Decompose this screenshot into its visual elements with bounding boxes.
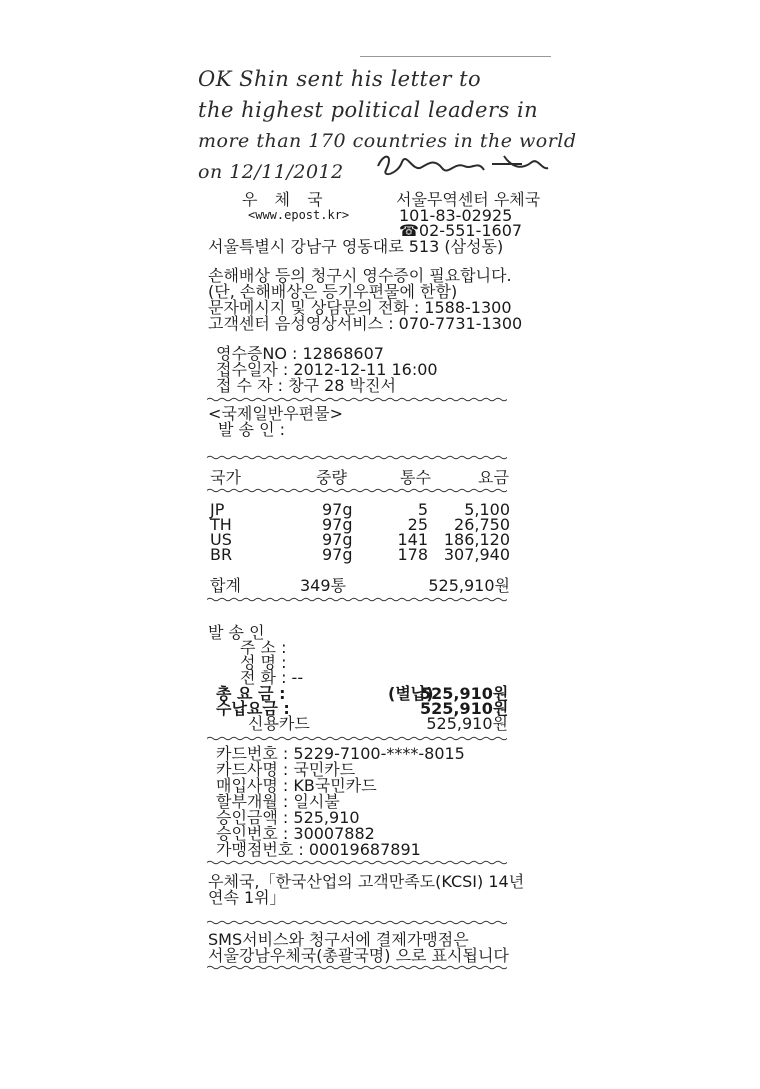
table-cell: 5 xyxy=(417,500,428,519)
card-number: 카드번호 : 5229-7100-****-8015 xyxy=(216,744,465,763)
footer-line: SMS서비스와 청구서에 결제가맹점은 xyxy=(208,930,469,949)
total-fee-label: 총 요 금 : xyxy=(216,684,286,703)
receipt-date: 접수일자 : 2012-12-11 16:00 xyxy=(216,360,438,379)
divider xyxy=(207,920,507,925)
table-cell: BR xyxy=(210,545,233,564)
merchant-number: 가맹점번호 : 00019687891 xyxy=(216,840,421,859)
table-cell: JP xyxy=(210,500,225,519)
registration-number: 101-83-02925 xyxy=(399,206,513,225)
post-office-label: 우 체 국 xyxy=(242,190,329,209)
table-cell: TH xyxy=(210,515,232,534)
table-cell: 97g xyxy=(322,515,353,534)
paid-label: 수납요금 : xyxy=(216,699,290,718)
total-count: 349통 xyxy=(300,576,346,595)
handwritten-line: OK Shin sent his letter to xyxy=(198,67,482,91)
top-rule xyxy=(360,56,551,57)
sender-address: 주 소 : xyxy=(240,638,287,657)
phone-number: ☎02-551-1607 xyxy=(399,221,523,240)
office-name: 서울무역센터 우체국 xyxy=(396,190,541,209)
card-label: 신용카드 xyxy=(248,714,310,733)
website: <www.epost.kr> xyxy=(248,208,350,222)
footer-line: 서울강남우체국(총괄국명) 으로 표시됩니다 xyxy=(208,946,509,965)
total-amount: 525,910원 xyxy=(428,576,510,595)
table-cell: 186,120 xyxy=(443,530,510,549)
table-cell: 97g xyxy=(322,530,353,549)
office-address: 서울특별시 강남구 영동대로 513 (삼성동) xyxy=(208,237,504,256)
table-header-count: 통수 xyxy=(400,468,431,487)
table-cell: US xyxy=(210,530,232,549)
table-cell: 5,100 xyxy=(464,500,510,519)
sender-name: 성 명 : xyxy=(240,653,287,672)
sender-phone: 전 화 : -- xyxy=(240,668,304,687)
table-cell: 141 xyxy=(397,530,428,549)
divider xyxy=(207,397,507,402)
handwritten-line: on 12/11/2012 xyxy=(198,161,344,183)
card-issuer: 카드사명 : 국민카드 xyxy=(216,760,356,779)
approved-amount: 승인금액 : 525,910 xyxy=(216,808,360,827)
approval-number: 승인번호 : 30007882 xyxy=(216,824,375,843)
paid-value: 525,910원 xyxy=(420,699,509,718)
receipt-clerk: 접 수 자 : 창구 28 박진서 xyxy=(216,376,396,395)
receipt-number: 영수증NO : 12868607 xyxy=(216,344,384,363)
table-cell: 307,940 xyxy=(443,545,510,564)
table-cell: 178 xyxy=(397,545,428,564)
total-label: 합계 xyxy=(210,576,241,595)
card-value: 525,910원 xyxy=(426,714,508,733)
table-cell: 25 xyxy=(407,515,428,534)
notice-line: 문자메시지 및 상담문의 전화 : 1588-1300 xyxy=(208,298,512,317)
total-fee-note: (별납) xyxy=(388,684,434,703)
divider xyxy=(207,455,507,460)
table-cell: 97g xyxy=(322,545,353,564)
divider xyxy=(207,488,507,493)
table-cell: 97g xyxy=(322,500,353,519)
footer-line: 우체국,「한국산업의 고객만족도(KCSI) 14년 xyxy=(208,872,525,891)
handwritten-line: more than 170 countries in the world xyxy=(198,130,577,152)
card-acquirer: 매입사명 : KB국민카드 xyxy=(216,776,377,795)
table-header-weight: 중량 xyxy=(316,468,347,487)
footer-line: 연속 1위」 xyxy=(208,888,286,907)
total-fee-value: 525,910원 xyxy=(420,684,509,703)
divider xyxy=(207,736,507,741)
notice-line: 손해배상 등의 청구시 영수증이 필요합니다. xyxy=(208,266,512,285)
divider xyxy=(207,860,507,865)
table-header-country: 국가 xyxy=(210,468,241,487)
table-header-fee: 요금 xyxy=(478,468,509,487)
divider xyxy=(207,597,507,602)
notice-line: 고객센터 음성영상서비스 : 070-7731-1300 xyxy=(208,314,523,333)
divider xyxy=(207,965,507,970)
notice-line: (단, 손해배상은 등기우편물에 한함) xyxy=(208,282,458,301)
card-installment: 할부개월 : 일시불 xyxy=(216,792,340,811)
handwritten-line: the highest political leaders in xyxy=(198,98,539,122)
sender-label: 발 송 인 : xyxy=(218,420,286,439)
table-cell: 26,750 xyxy=(454,515,510,534)
signature-image xyxy=(372,148,552,188)
sender-title: 발 송 인 xyxy=(208,623,265,642)
mail-type: <국제일반우편물> xyxy=(208,404,344,423)
